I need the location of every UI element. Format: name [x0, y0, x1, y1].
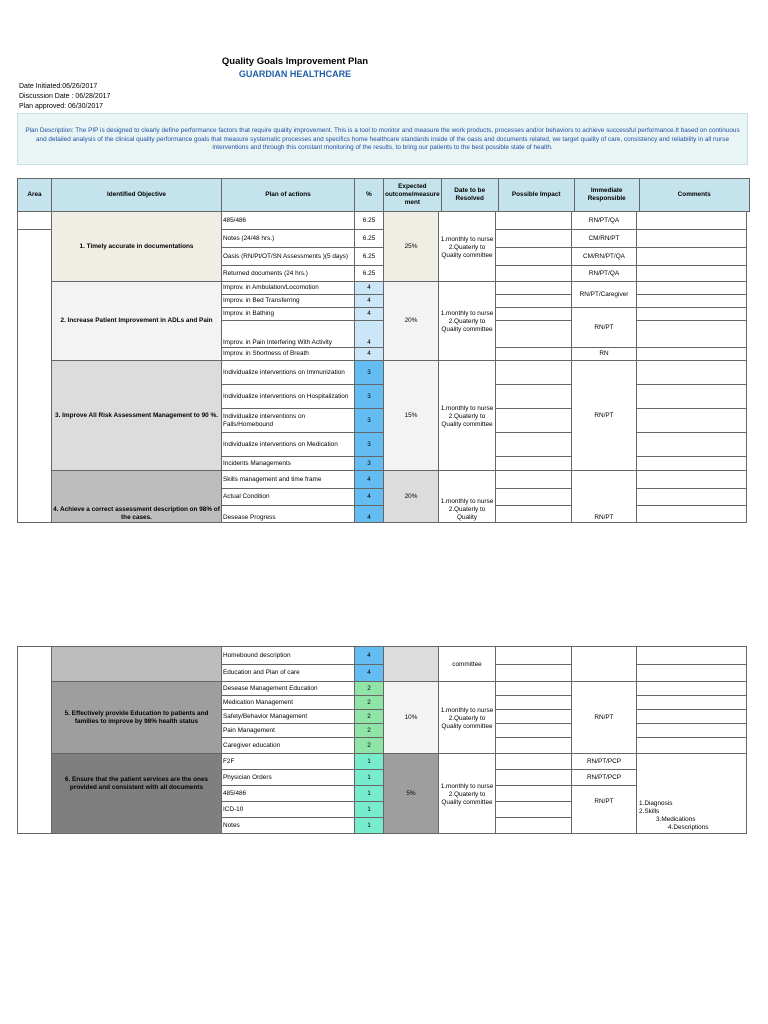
pct-cell: 6.25 — [355, 266, 384, 282]
col-pct: % — [355, 179, 384, 212]
col-resolved: Date to be Resolved — [441, 179, 498, 212]
comment-cell — [637, 295, 747, 308]
resp-cell: RN/PT/Caregiver — [572, 282, 637, 308]
impact-cell — [496, 682, 572, 696]
comment-cell — [637, 248, 747, 266]
action-cell: Physician Orders — [222, 770, 355, 786]
table-row — [18, 682, 747, 696]
action-cell: Oasis (RN/Pt/OT/SN Assessments )(5 days) — [222, 248, 355, 266]
action-cell: Skills management and time frame — [222, 471, 355, 489]
comment-line: 4.Descriptions — [668, 824, 709, 831]
pct-cell: 1 — [355, 802, 384, 818]
pct-cell: 4 — [355, 295, 384, 308]
impact-cell — [496, 506, 572, 523]
comment-cell — [637, 647, 747, 665]
action-cell: Safety/Behavior Management — [222, 710, 355, 724]
action-cell: Improv. in Bathing — [222, 308, 355, 321]
impact-cell — [496, 770, 572, 786]
action-cell: Homebound description — [222, 647, 355, 665]
impact-cell — [496, 818, 572, 834]
resp-cell: RN/PT — [572, 471, 637, 523]
pct-cell: 2 — [355, 710, 384, 724]
plan-approved-date: Plan approved: 06/30/2017 — [19, 103, 104, 110]
col-expected: Expected outcome/measure ment — [384, 179, 442, 212]
comment-cell — [637, 506, 747, 523]
pct-cell: 1 — [355, 770, 384, 786]
col-objective: Identified Objective — [52, 179, 222, 212]
action-cell: Improv. in Pain Interfering With Activity — [222, 321, 355, 348]
resp-cell — [572, 647, 637, 682]
action-cell: Desease Management Education — [222, 682, 355, 696]
action-cell: Caregiver education — [222, 738, 355, 754]
discussion-date: Discussion Date : 06/28/2017 — [19, 93, 111, 100]
impact-cell — [496, 409, 572, 433]
pct-cell: 3 — [355, 433, 384, 457]
comment-cell — [637, 361, 747, 385]
goals-table-bottom — [17, 646, 747, 834]
comment-cell — [637, 212, 747, 230]
pct-cell: 4 — [355, 665, 384, 682]
col-responsible: Immediate Responsible — [574, 179, 639, 212]
comment-cell — [637, 682, 747, 696]
goal-5-objective: 5. Effectively provide Education to patients and families to improve by 98% health status — [52, 682, 222, 754]
action-cell: Medication Management — [222, 696, 355, 710]
pct-cell: 4 — [355, 506, 384, 523]
table-row — [18, 647, 747, 665]
comment-cell — [637, 433, 747, 457]
pct-cell: 2 — [355, 738, 384, 754]
pct-cell: 4 — [355, 489, 384, 506]
pct-cell: 3 — [355, 361, 384, 385]
resp-cell: RN/PT — [572, 786, 637, 834]
plan-description: Plan Description: The PIP is designed to clearly define performance factors that require quality improvement. This is a tool to monitor and measure the work products, processes and/or behaviors to achieve successful performance.It based on continuous and detailed analysis of the clinical quality performance goals that measure systematic processes and specifics home healthcare standards inside of the oasis and documents related, we target quality of care, consistency and reliability in all nurse interventions and through this constant monitoring of the results, to bring our patients to the best possible state of health. — [17, 113, 748, 165]
action-cell: Individualize interventions on Immunization — [222, 361, 355, 385]
resp-cell: CM/RN/PT — [572, 230, 637, 248]
resp-cell: CM/RN/PT/QA — [572, 248, 637, 266]
impact-cell — [496, 471, 572, 489]
impact-cell — [496, 385, 572, 409]
goal-6-frequency: 1.monthly to nurse 2.Quaterly to Quality committee — [439, 754, 496, 834]
goal-2-frequency: 1.monthly to nurse 2.Quaterly to Quality committee — [439, 282, 496, 361]
pct-cell: 1 — [355, 818, 384, 834]
impact-cell — [496, 696, 572, 710]
goal-4-objective-cont — [52, 647, 222, 682]
action-cell: Notes — [222, 818, 355, 834]
comment-cell — [637, 385, 747, 409]
resp-cell: RN/PT/PCP — [572, 770, 637, 786]
pct-cell: 4 — [355, 471, 384, 489]
impact-cell — [496, 361, 572, 385]
impact-cell — [496, 308, 572, 321]
col-area: Area — [18, 179, 52, 212]
resp-cell: RN/PT — [572, 682, 637, 754]
impact-cell — [496, 433, 572, 457]
goal-4-frequency: 1.monthly to nurse 2.Quaterly to Quality — [439, 471, 496, 523]
action-cell: Incidents Managements — [222, 457, 355, 471]
action-cell: Improv. in Ambulation/Locomotion — [222, 282, 355, 295]
pct-cell: 4 — [355, 321, 384, 348]
impact-cell — [496, 212, 572, 230]
impact-cell — [496, 348, 572, 361]
action-cell: Individualize interventions on Falls/Homebound — [222, 409, 355, 433]
table-row — [18, 471, 747, 489]
goal-2-objective: 2. Increase Patient Improvement in ADLs and Pain — [52, 282, 222, 361]
action-cell: ICD-10 — [222, 802, 355, 818]
goal-5-frequency: 1.monthly to nurse 2.Quaterly to Quality committee — [439, 682, 496, 754]
comment-cell — [637, 266, 747, 282]
pct-cell: 4 — [355, 348, 384, 361]
plan-dates — [19, 82, 110, 112]
pct-cell: 3 — [355, 409, 384, 433]
goal-3-frequency: 1.monthly to nurse 2.Quaterly to Quality committee — [439, 361, 496, 471]
pct-cell: 1 — [355, 786, 384, 802]
area-cell — [18, 647, 52, 834]
comment-cell — [637, 724, 747, 738]
company-name: GUARDIAN HEALTHCARE — [238, 69, 352, 79]
action-cell: Improv. in Shortness of Breath — [222, 348, 355, 361]
area-cell — [18, 212, 52, 523]
goal-4-frequency-cont: committee — [439, 647, 496, 682]
impact-cell — [496, 665, 572, 682]
comment-cell — [637, 471, 747, 489]
comment-line: 1.Diagnosis — [639, 800, 673, 807]
date-initiated: Date Initiated:06/26/2017 — [19, 83, 98, 90]
comment-cell — [637, 489, 747, 506]
impact-cell — [496, 295, 572, 308]
table-row — [18, 212, 747, 230]
col-plan: Plan of actions — [222, 179, 355, 212]
impact-cell — [496, 266, 572, 282]
comment-cell — [637, 308, 747, 321]
resp-cell: RN/PT/PCP — [572, 754, 637, 770]
action-cell: Pain Management — [222, 724, 355, 738]
goal-6-objective: 6. Ensure that the patient services are the ones provided and consistent with all documents — [52, 754, 222, 834]
comment-cell — [637, 738, 747, 754]
pct-cell: 6.25 — [355, 230, 384, 248]
comment-cell — [637, 710, 747, 724]
goal-5-expected: 10% — [384, 682, 439, 754]
impact-cell — [496, 230, 572, 248]
comment-cell — [637, 409, 747, 433]
action-cell: 485/486 — [222, 786, 355, 802]
goal-2-expected: 20% — [384, 282, 439, 361]
pct-cell: 4 — [355, 308, 384, 321]
resp-cell: RN/PT — [572, 361, 637, 471]
goals-table-body — [17, 211, 747, 523]
impact-cell — [496, 489, 572, 506]
goal-1-objective: 1. Timely accurate in documentations — [52, 212, 222, 282]
comment-cell — [637, 230, 747, 248]
pct-cell: 6.25 — [355, 212, 384, 230]
impact-cell — [496, 738, 572, 754]
impact-cell — [496, 457, 572, 471]
comment-cell — [637, 665, 747, 682]
col-impact: Possible Impact — [498, 179, 574, 212]
comment-line: 3.Medications — [656, 816, 696, 823]
impact-cell — [496, 282, 572, 295]
comment-cell — [637, 282, 747, 295]
table-row — [18, 361, 747, 385]
col-comments: Comments — [639, 179, 749, 212]
resp-cell: RN/PT/QA — [572, 212, 637, 230]
pct-cell: 3 — [355, 385, 384, 409]
action-cell: Individualize interventions on Medication — [222, 433, 355, 457]
pct-cell: 2 — [355, 696, 384, 710]
goal-3-objective: 3. Improve All Risk Assessment Management to 90 %. — [52, 361, 222, 471]
pct-cell: 1 — [355, 754, 384, 770]
action-cell: Improv. in Bed Transferring — [222, 295, 355, 308]
impact-cell — [496, 710, 572, 724]
action-cell: Returned documents (24 hrs.) — [222, 266, 355, 282]
table-row — [18, 282, 747, 295]
impact-cell — [496, 802, 572, 818]
impact-cell — [496, 647, 572, 665]
impact-cell — [496, 248, 572, 266]
comment-cell — [637, 321, 747, 348]
goal-1-frequency: 1.monthly to nurse 2.Quaterly to Quality committee — [439, 212, 496, 282]
header-row — [18, 179, 750, 212]
pct-cell: 6.25 — [355, 248, 384, 266]
action-cell: Desease Progress — [222, 506, 355, 523]
action-cell: Individualize interventions on Hospitalization — [222, 385, 355, 409]
pct-cell: 2 — [355, 682, 384, 696]
action-cell: 485/486 — [222, 212, 355, 230]
impact-cell — [496, 786, 572, 802]
resp-cell: RN/PT/QA — [572, 266, 637, 282]
comment-cell — [637, 457, 747, 471]
impact-cell — [496, 724, 572, 738]
goal-4-objective: 4. Achieve a correct assessment description on 98% of the cases. — [52, 471, 222, 523]
pct-cell: 2 — [355, 724, 384, 738]
goal-4-expected: 20% — [384, 471, 439, 523]
page-title: Quality Goals Improvement Plan — [221, 56, 369, 67]
pct-cell: 3 — [355, 457, 384, 471]
resp-cell: RN/PT — [572, 308, 637, 348]
action-cell: Education and Plan of care — [222, 665, 355, 682]
action-cell: Notes (24/48 hrs.) — [222, 230, 355, 248]
resp-cell: RN — [572, 348, 637, 361]
table-row — [18, 754, 747, 770]
action-cell: Actual Condition — [222, 489, 355, 506]
pct-cell: 4 — [355, 282, 384, 295]
goal-6-expected: 5% — [384, 754, 439, 834]
action-cell: F2F — [222, 754, 355, 770]
impact-cell — [496, 754, 572, 770]
impact-cell — [496, 321, 572, 348]
comment-cell — [637, 696, 747, 710]
goal-1-expected: 25% — [384, 212, 439, 282]
pct-cell: 4 — [355, 647, 384, 665]
goal-3-expected: 15% — [384, 361, 439, 471]
comment-cell — [637, 348, 747, 361]
goal-6-comments — [637, 754, 747, 834]
goal-4-expected-cont — [384, 647, 439, 682]
comment-line: 2.Skills — [639, 808, 660, 815]
